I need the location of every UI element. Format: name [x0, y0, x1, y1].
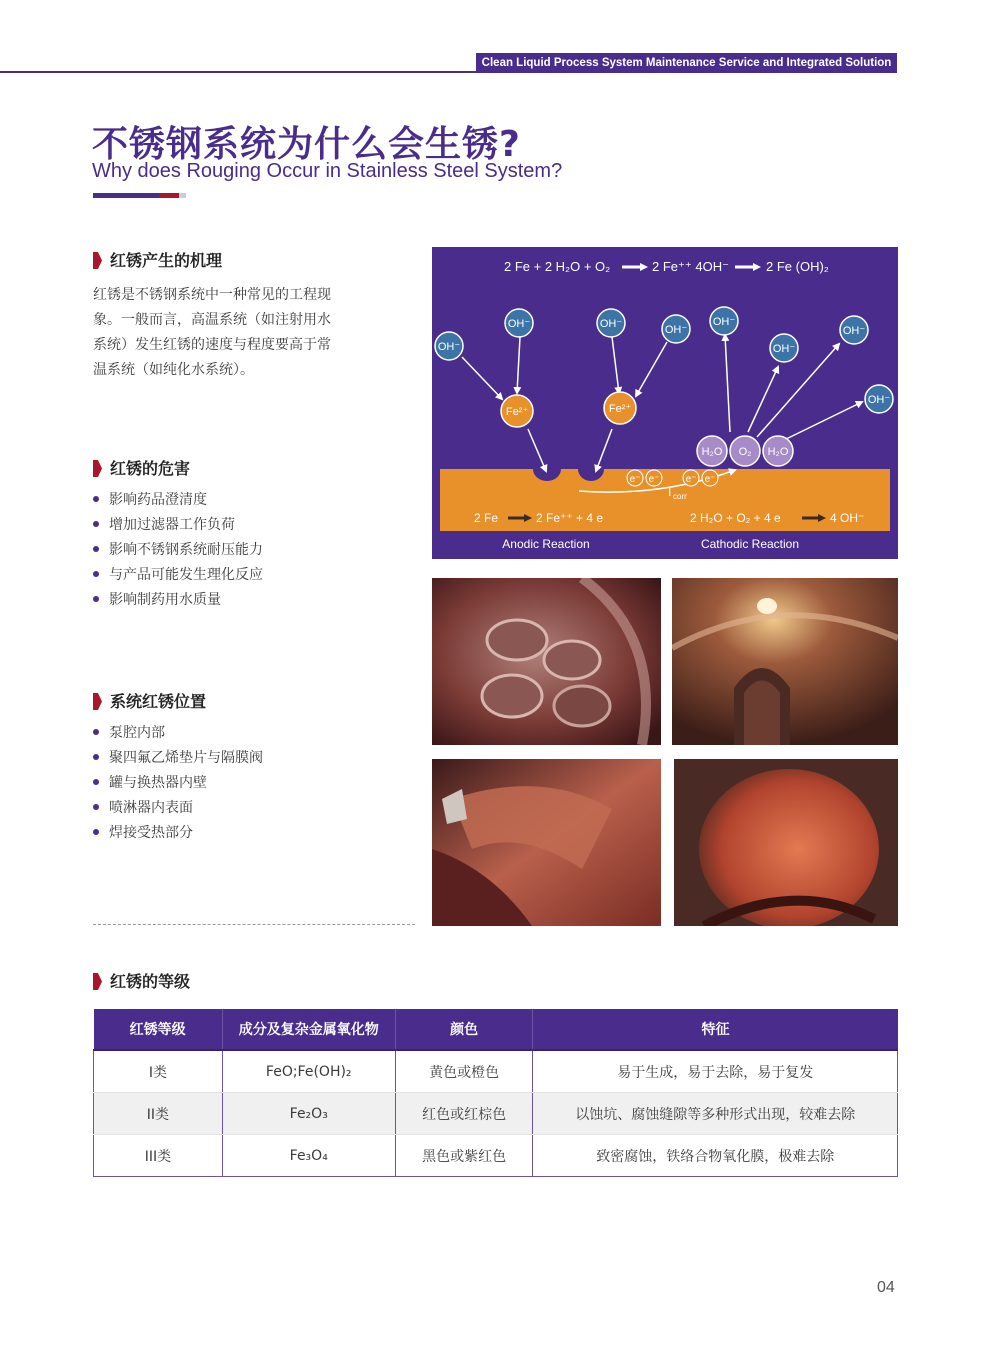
oh-ion-label: OH⁻	[599, 318, 623, 330]
metal-surface	[440, 469, 890, 531]
page-title-cn: 不锈钢系统为什么会生锈?	[92, 124, 521, 165]
list-item: 罐与换热器内壁	[93, 771, 263, 796]
section-heading-grades: 红锈的等级	[93, 969, 190, 992]
column-header-grade: 红锈等级	[94, 1009, 223, 1050]
cell-grade: III类	[94, 1135, 223, 1177]
oh-ion-label: OH⁻	[437, 341, 461, 353]
bullet-icon	[93, 571, 99, 577]
oh-ion-label: OH⁻	[842, 325, 866, 337]
oh-ion-label: OH⁻	[664, 324, 688, 336]
section-heading-mechanism: 红锈产生的机理	[93, 248, 222, 271]
list-item: 增加过滤器工作负荷	[93, 513, 263, 538]
column-header-feature: 特征	[533, 1009, 898, 1050]
title-accent-red	[159, 193, 179, 198]
list-item: 泵腔内部	[93, 721, 263, 746]
fe-ion-label: Fe²⁺	[608, 403, 632, 415]
list-item: 影响不锈钢系统耐压能力	[93, 538, 263, 563]
oh-ion-label: OH⁻	[712, 316, 736, 328]
bullet-icon	[93, 521, 99, 527]
cathodic-label: Cathodic Reaction	[700, 537, 800, 551]
flag-icon	[93, 460, 102, 477]
cell-feature: 易于生成，易于去除，易于复发	[533, 1050, 898, 1093]
bullet-icon	[93, 596, 99, 602]
cell-composition: Fe₂O₃	[222, 1093, 395, 1135]
electron-label: e⁻	[629, 474, 641, 485]
dashed-divider	[93, 924, 415, 925]
title-accent-grey	[179, 193, 186, 198]
oh-ion-label: OH⁻	[867, 394, 891, 406]
anodic-label: Anodic Reaction	[502, 537, 590, 551]
h2o-label: H₂O	[767, 446, 789, 458]
header-banner: Clean Liquid Process System Maintenance Service and Integrated Solution	[476, 53, 897, 73]
cell-composition: Fe₃O₄	[222, 1135, 395, 1177]
eq-top-left: 2 Fe + 2 H₂O + O₂	[504, 259, 611, 274]
cathodic-eq-left: 2 H₂O + O₂ + 4 e	[690, 511, 781, 525]
anodic-eq-right: 2 Fe⁺⁺ + 4 e	[536, 511, 604, 525]
cell-color: 黑色或紫红色	[395, 1135, 533, 1177]
icorr-subscript: corr	[673, 492, 687, 501]
electron-label: e⁻	[648, 474, 660, 485]
bullet-icon	[93, 829, 99, 835]
cell-grade: I类	[94, 1050, 223, 1093]
title-accent-purple	[93, 193, 159, 198]
cell-color: 红色或红棕色	[395, 1093, 533, 1135]
column-header-color: 颜色	[395, 1009, 533, 1050]
bullet-icon	[93, 804, 99, 810]
list-item: 焊接受热部分	[93, 821, 263, 846]
list-item: 影响制药用水质量	[93, 588, 263, 613]
list-item: 聚四氟乙烯垫片与隔膜阀	[93, 746, 263, 771]
photo-tank-wall	[432, 759, 661, 926]
icorr-label: I	[668, 485, 672, 499]
mechanism-text: 红锈是不锈钢系统中一种常见的工程现象。一般而言，高温系统（如注射用水系统）发生红锈的速度与程度要高于常温系统（如纯化水系统）。	[93, 287, 331, 378]
o2-label: O₂	[738, 446, 752, 458]
table-row	[94, 1050, 898, 1093]
location-list	[93, 721, 263, 846]
list-item: 喷淋器内表面	[93, 796, 263, 821]
grades-table	[93, 1009, 898, 1177]
column-header-composition: 成分及复杂金属氧化物	[222, 1009, 395, 1050]
corrosion-diagram	[432, 247, 898, 559]
bullet-icon	[93, 546, 99, 552]
photo-spray-ball	[674, 759, 898, 926]
bullet-icon	[93, 496, 99, 502]
flag-icon	[93, 973, 102, 990]
oh-ion-label: OH⁻	[772, 343, 796, 355]
bullet-icon	[93, 729, 99, 735]
bullet-icon	[93, 779, 99, 785]
flag-icon	[93, 252, 102, 269]
electron-label: e⁻	[704, 474, 716, 485]
eq-top-mid: 2 Fe⁺⁺ 4OH⁻	[652, 259, 729, 274]
anodic-eq-left: 2 Fe	[474, 511, 499, 525]
fe-ion-label: Fe²⁺	[505, 406, 529, 418]
harm-list	[93, 488, 263, 613]
page-number: 04	[877, 1279, 895, 1296]
table-row	[94, 1093, 898, 1135]
table-row	[94, 1135, 898, 1177]
section-heading-harm: 红锈的危害	[93, 456, 190, 479]
cell-color: 黄色或橙色	[395, 1050, 533, 1093]
list-item: 影响药品澄清度	[93, 488, 263, 513]
cell-feature: 以蚀坑、腐蚀缝隙等多种形式出现，较难去除	[533, 1093, 898, 1135]
cathodic-eq-right: 4 OH⁻	[830, 511, 865, 525]
cell-grade: II类	[94, 1093, 223, 1135]
photo-gasket-valve	[672, 578, 898, 745]
eq-top-right: 2 Fe (OH)₂	[766, 259, 829, 274]
oh-ion-label: OH⁻	[507, 318, 531, 330]
bullet-icon	[93, 754, 99, 760]
electron-label: e⁻	[685, 474, 697, 485]
section-heading-location: 系统红锈位置	[93, 689, 206, 712]
cell-composition: FeO;Fe(OH)₂	[222, 1050, 395, 1093]
photo-pump-cavity	[432, 578, 661, 745]
flag-icon	[93, 693, 102, 710]
page-title-en: Why does Rouging Occur in Stainless Steel System?	[92, 160, 563, 182]
h2o-label: H₂O	[701, 446, 723, 458]
list-item: 与产品可能发生理化反应	[93, 563, 263, 588]
cell-feature: 致密腐蚀，铁络合物氧化膜，极难去除	[533, 1135, 898, 1177]
